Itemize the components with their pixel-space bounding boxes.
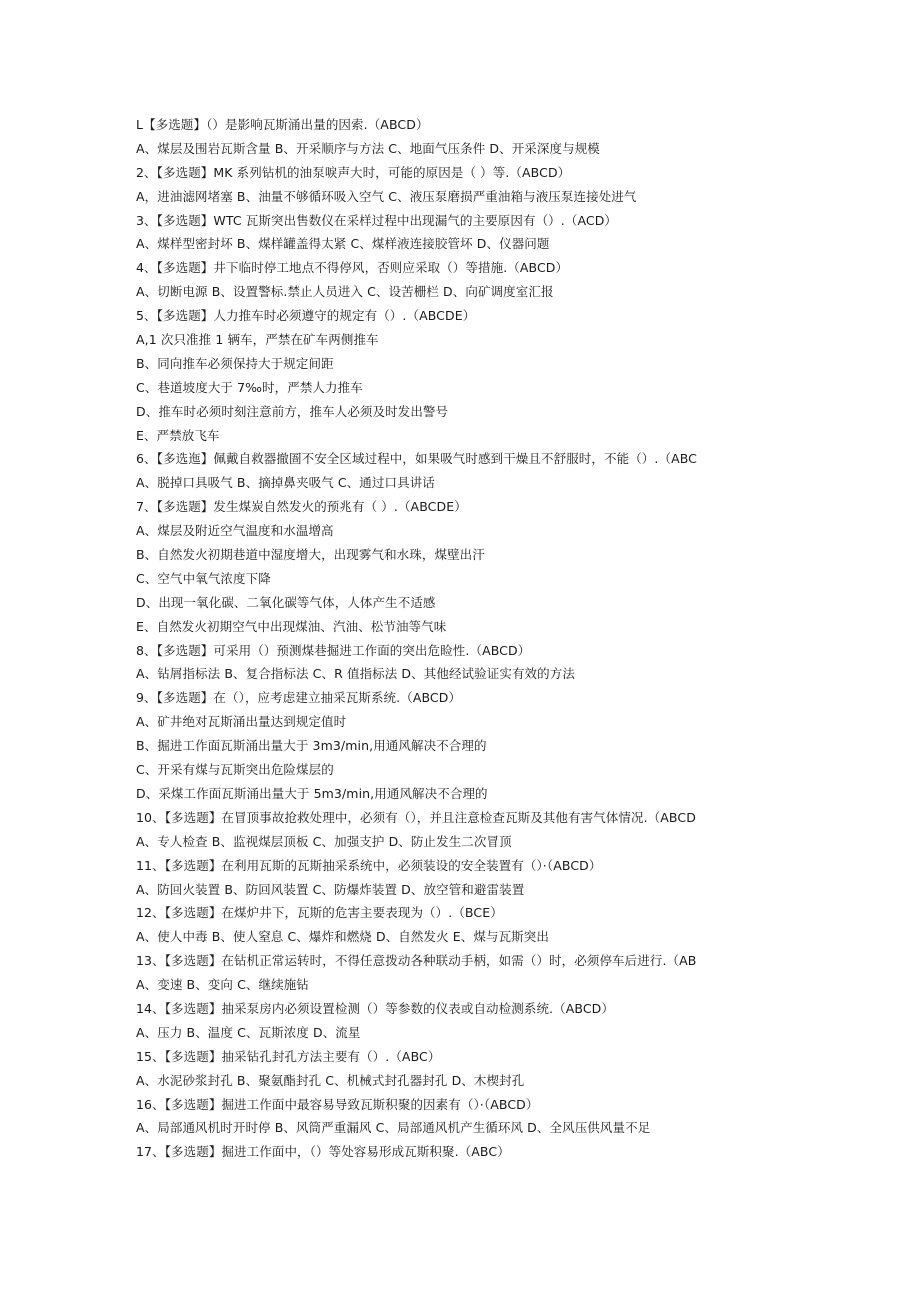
question-11-options: A、防回火装置 B、防回风装置 C、防爆炸装置 D、放空管和避雷装置 — [136, 881, 525, 897]
question-7-option-a: A、煤层及附近空气温度和水温增高 — [136, 523, 334, 539]
question-12-options: A、使人中毒 B、使人窒息 C、爆炸和燃烧 D、自然发火 E、煤与瓦斯突出 — [136, 929, 549, 945]
question-10-stem: 10、【多选题】在冒顶事故抢救处理中，必须有（），并且注意检查瓦斯及其他有害气体情况.（ABCD — [136, 809, 696, 825]
question-9-option-d: D、采煤工作面瓦斯涌出量大于 5m3∕min,用通风解决不合理的 — [136, 785, 488, 801]
question-8-options: A、钻屑指标法 B、复合指标法 C、R 值指标法 D、其他经试验证实有效的方法 — [136, 666, 575, 682]
question-9-stem: 9、【多选题】在（），应考虑建立抽采瓦斯系统.（ABCD） — [136, 690, 462, 706]
question-3-options: A、煤样型密封坏 B、煤样罐盖得太紧 C、煤样液连接胶管坏 D、仪器问题 — [136, 236, 550, 252]
question-17-stem: 17、【多选题】掘进工作面中，（）等处容易形成瓦斯积聚.（ABC） — [136, 1144, 510, 1160]
question-9-option-c: C、开采有煤与瓦斯突出危险煤层的 — [136, 762, 334, 778]
question-5-option-e: E、严禁放飞车 — [136, 427, 220, 443]
question-5-stem: 5、【多选题】人力推车时必须遵守的规定有（）.（ABCDE） — [136, 308, 476, 324]
question-1-options: A、煤层及围岩瓦斯含量 B、开采顺序与方法 C、地面气压条件 D、开采深度与规模 — [136, 140, 600, 156]
question-5-option-a: A,1 次只准推 1 辆车，严禁在矿车两侧推车 — [136, 332, 379, 348]
question-3-stem: 3、【多选题】WTC 瓦斯突出售数仪在采样过程中出现漏气的主要原因有（）.（ACD） — [136, 212, 618, 228]
question-7-option-c: C、空气中氧气浓度下降 — [136, 570, 271, 586]
question-5-option-d: D、推车时必须时刻注意前方，推车人必须及时发出警号 — [136, 403, 449, 419]
question-5-option-b: B、同向推车必须保持大于规定间距 — [136, 355, 334, 371]
question-2-stem: 2、【多选题】MK 系列钻机的油泵唳声大时，可能的原因是（ ）等.（ABCD） — [136, 164, 571, 180]
question-5-option-c: C、巷道坡度大于 7‰时，严禁人力推车 — [136, 379, 363, 395]
question-15-stem: 15、【多选题】抽采钻孔封孔方法主要有（）.（ABC） — [136, 1048, 441, 1064]
question-2-options: A，进油滤网堵塞 B、油量不够循环吸入空气 C、液压泵磨损严重油箱与液压泵连接处进气 — [136, 188, 637, 204]
question-10-options: A、专人检查 B、监视煤层顶板 C、加强支护 D、防止发生二次冒顶 — [136, 833, 512, 849]
question-9-option-a: A、矿井绝对瓦斯涌出量达到规定值时 — [136, 714, 347, 730]
question-14-options: A、压力 B、温度 C、瓦斯浓度 D、流星 — [136, 1024, 361, 1040]
question-14-stem: 14、【多选题】抽采泵房内必须设置检测（）等参数的仪表或自动检测系统.（ABCD） — [136, 1000, 614, 1016]
question-13-stem: 13、【多选题】在钻机正常运转时，不得任意拨动各种联动手柄，如需（）时，必须停车后进行.（AB — [136, 953, 697, 969]
question-6-stem: 6、【多选迤】佩戴自救器撤圄不安全区域过程中，如果吸气时感到干燥且不舒服时，不能（）.（ABC — [136, 451, 698, 467]
question-7-option-d: D、出现一氧化碳、二氧化碳等气体，人体产生不适感 — [136, 594, 436, 610]
question-4-options: A、切断电源 B、设置警标.禁止人员进入 C、设苦栅栏 D、向矿调度室汇报 — [136, 284, 554, 300]
question-13-options: A、变速 B、变向 C、继续施钻 — [136, 977, 309, 993]
question-7-option-b: B、自然发火初期巷道中湿度增大，出现雾气和水珠，煤壁出汗 — [136, 547, 485, 563]
question-11-stem: 11、【多选题】在利用瓦斯的瓦斯抽采系统中，必须装设的安全装置有（）·（ABCD） — [136, 857, 602, 873]
question-16-stem: 16、【多选题】掘进工作面中最容易导致瓦斯积聚的因素有（）·（ABCD） — [136, 1096, 539, 1112]
question-6-options: A、脱掉口具吸气 B、摘掉鼻夹吸气 C、通过口具讲话 — [136, 475, 435, 491]
question-12-stem: 12、【多选题】在煤炉井下，瓦斯的危害主要表现为（）.（BCE） — [136, 905, 503, 921]
question-list — [136, 113, 836, 1164]
question-1-stem: L【多选题】（）是影响瓦斯涌出量的因索.（ABCD） — [136, 117, 429, 132]
question-8-stem: 8、【多选题】可采用（）预测煤巷掘进工作面的突出危睑性.（ABCD） — [136, 642, 531, 658]
question-16-options: A、局部通风机时开时停 B、风筒严重漏风 C、局部通风机产生循环风 D、全风压供风量不足 — [136, 1120, 651, 1136]
question-15-options: A、水泥砂浆封孔 B、聚氨酯封孔 C、机械式封孔器封孔 D、木楔封孔 — [136, 1072, 525, 1088]
question-9-option-b: B、掘进工作面瓦斯涌出量大于 3m3∕min,用通风解决不合理的 — [136, 738, 487, 754]
question-4-stem: 4、【多选题】井下临时停工地点不得停风，否则应采取（）等措施.（ABCD） — [136, 260, 569, 276]
question-7-stem: 7、【多选题】发生煤炭自然发火的预兆有（ ）.（ABCDE） — [136, 499, 467, 515]
question-7-option-e: E、自然发火初期空气中出现煤油、汽油、松节油等气味 — [136, 618, 447, 634]
